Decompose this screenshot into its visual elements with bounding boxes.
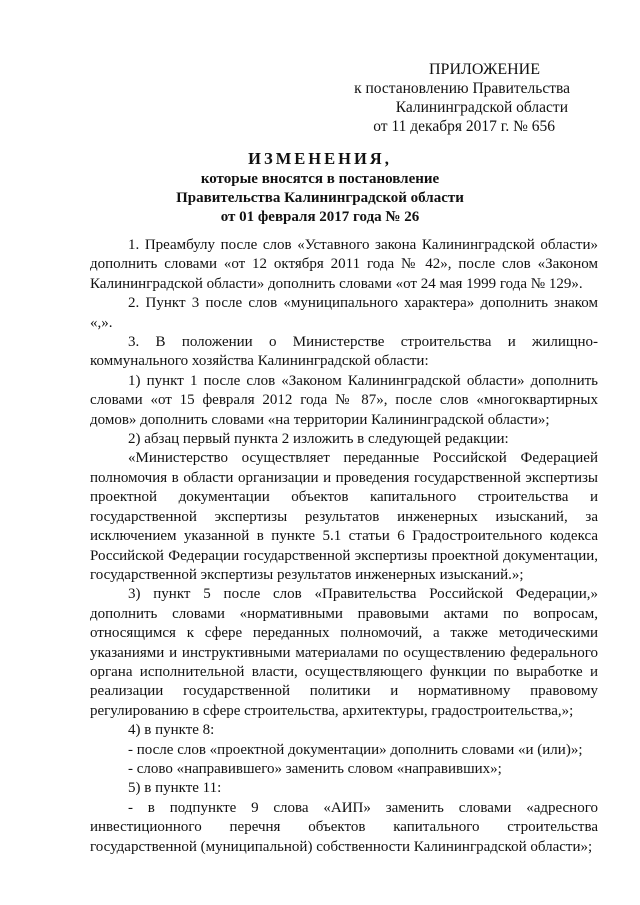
document-heading [0, 148, 640, 227]
heading-line: которые вносятся в постановление [200, 171, 440, 187]
paragraph: 4) в пункте 8: [128, 722, 215, 739]
document-body [90, 236, 598, 857]
paragraph: 1) пункт 1 после слов «Законом Калининградской области» дополнить словами «от 15 февраля 2012 года № 87», после слов «многоквартирных домов» дополнить словами «на территории Калининградской области»; [90, 372, 598, 428]
list-item: - слово «направившего» заменить словом «направивших»; [128, 760, 502, 777]
quoted-paragraph: «Министерство осуществляет переданные Российской Федерацией полномочия в области организации и проведения государственной экспертизы проектной документации объектов капитального строительства и государственной экспертизы результатов инженерных изысканий, за исключением указанной в пункте 5.1 статьи 6 Градостроительного кодекса Российской Федерации государственной экспертизы проектной документации, государственной экспертизы результатов инженерных изысканий.»; [90, 450, 598, 583]
paragraph: 5) в пункте 11: [128, 780, 222, 797]
heading-line: от 01 февраля 2017 года № 26 [220, 209, 420, 225]
paragraph: 1. Преамбулу после слов «Уставного закона Калининградской области» дополнить словами «от 12 октября 2011 года № 42», после слов «Законом Калининградской области» дополнить словами «от 24 мая 1999 года № 129». [90, 237, 598, 292]
paragraph: 3) пункт 5 после слов «Правительства Российской Федерации,» дополнить словами «нормативными правовыми актами по вопросам, относящимся к сфере переданных полномочий, а также методическими указаниями и инструктивными материалами по осуществлению федерального органа исполнительной власти, осуществляющего функции по выработке и реализации государственной политики и нормативному правовому регулированию в сфере строительства, архитектуры, градостроительства,»; [90, 586, 598, 719]
list-item: - в подпункте 9 слова «АИП» заменить словами «адресного инвестиционного перечня объектов капитального строительства государственной (муниципальной) собственности Калининградской области»; [90, 799, 598, 855]
heading-line: Правительства Калининградской области [176, 190, 464, 206]
list-item: - после слов «проектной документации» дополнить словами «и (или)»; [128, 741, 583, 758]
paragraph: 2) абзац первый пункта 2 изложить в следующей редакции: [128, 431, 509, 448]
appendix-line: к постановлению Правительства [354, 80, 570, 97]
paragraph: 3. В положении о Министерстве строительства и жилищно-коммунального хозяйства Калининградской области: [90, 334, 598, 370]
paragraph: 2. Пункт 3 после слов «муниципального характера» дополнить знаком «,». [90, 295, 598, 331]
appendix-title: ПРИЛОЖЕНИЕ [428, 61, 540, 78]
heading-title: ИЗМЕНЕНИЯ, [248, 149, 392, 168]
appendix-line: Калининградской области [395, 99, 568, 116]
appendix-date-line: от 11 декабря 2017 г. № 656 [373, 118, 555, 135]
